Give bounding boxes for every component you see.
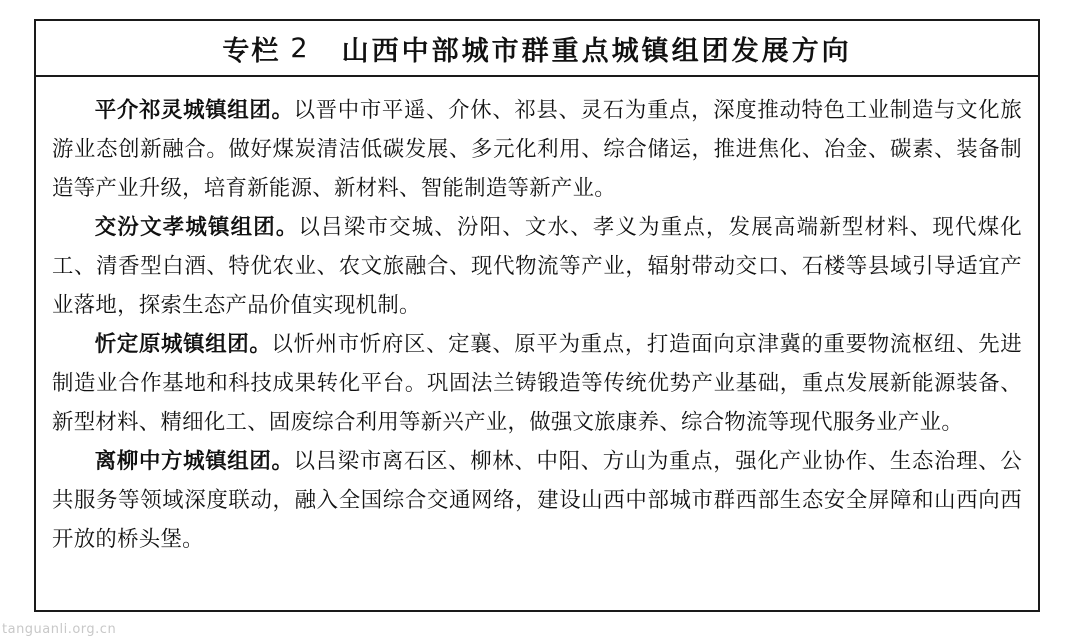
paragraph-lead: 交汾文孝城镇组团。 (94, 215, 299, 240)
column-label: 专栏 (222, 35, 281, 67)
paragraph-body: 以忻州市忻府区、定襄、原平为重点，打造面向京津冀的重要物流枢纽、先进制造业合作基地和科技成果转化平台。巩固法兰铸锻造等传统优势产业基础，重点发展新能源装备、新型材料、精细化工、固废综合利用等新兴产业，做强文旅康养、综合物流等现代服务业产业。 (52, 332, 1022, 435)
paragraph-xindingyuan (52, 325, 1022, 442)
paragraph-body: 以吕梁市离石区、柳林、中阳、方山为重点，强化产业协作、生态治理、公共服务等领域深度联动，融入全国综合交通网络，建设山西中部城市群西部生态安全屏障和山西向西开放的桥头堡。 (52, 449, 1023, 552)
column-title: 山西中部城市群重点城镇组团发展方向 (341, 35, 852, 67)
column-content (36, 77, 1038, 559)
paragraph-liliuzhongfang (52, 442, 1022, 559)
watermark-text: tanguanli.org.cn (2, 622, 117, 637)
paragraph-lead: 离柳中方城镇组团。 (94, 449, 294, 474)
paragraph-jiaofenwenxiao (52, 208, 1022, 325)
column-box (34, 19, 1040, 612)
column-header (36, 21, 1038, 77)
column-number: 2 (290, 32, 308, 64)
paragraph-body: 以吕梁市交城、汾阳、文水、孝义为重点，发展高端新型材料、现代煤化工、清香型白酒、特优农业、农文旅融合、现代物流等产业，辐射带动交口、石楼等县域引导适宜产业落地，探索生态产品价值实现机制。 (52, 215, 1023, 318)
paragraph-lead: 忻定原城镇组团。 (94, 332, 272, 357)
paragraph-body: 以晋中市平遥、介休、祁县、灵石为重点，深度推动特色工业制造与文化旅游业态创新融合。做好煤炭清洁低碳发展、多元化利用、综合储运，推进焦化、冶金、碳素、装备制造等产业升级，培育新能源、新材料、智能制造等新产业。 (52, 98, 1023, 201)
paragraph-pingjieqiling (52, 91, 1022, 208)
paragraph-lead: 平介祁灵城镇组团。 (94, 98, 294, 123)
